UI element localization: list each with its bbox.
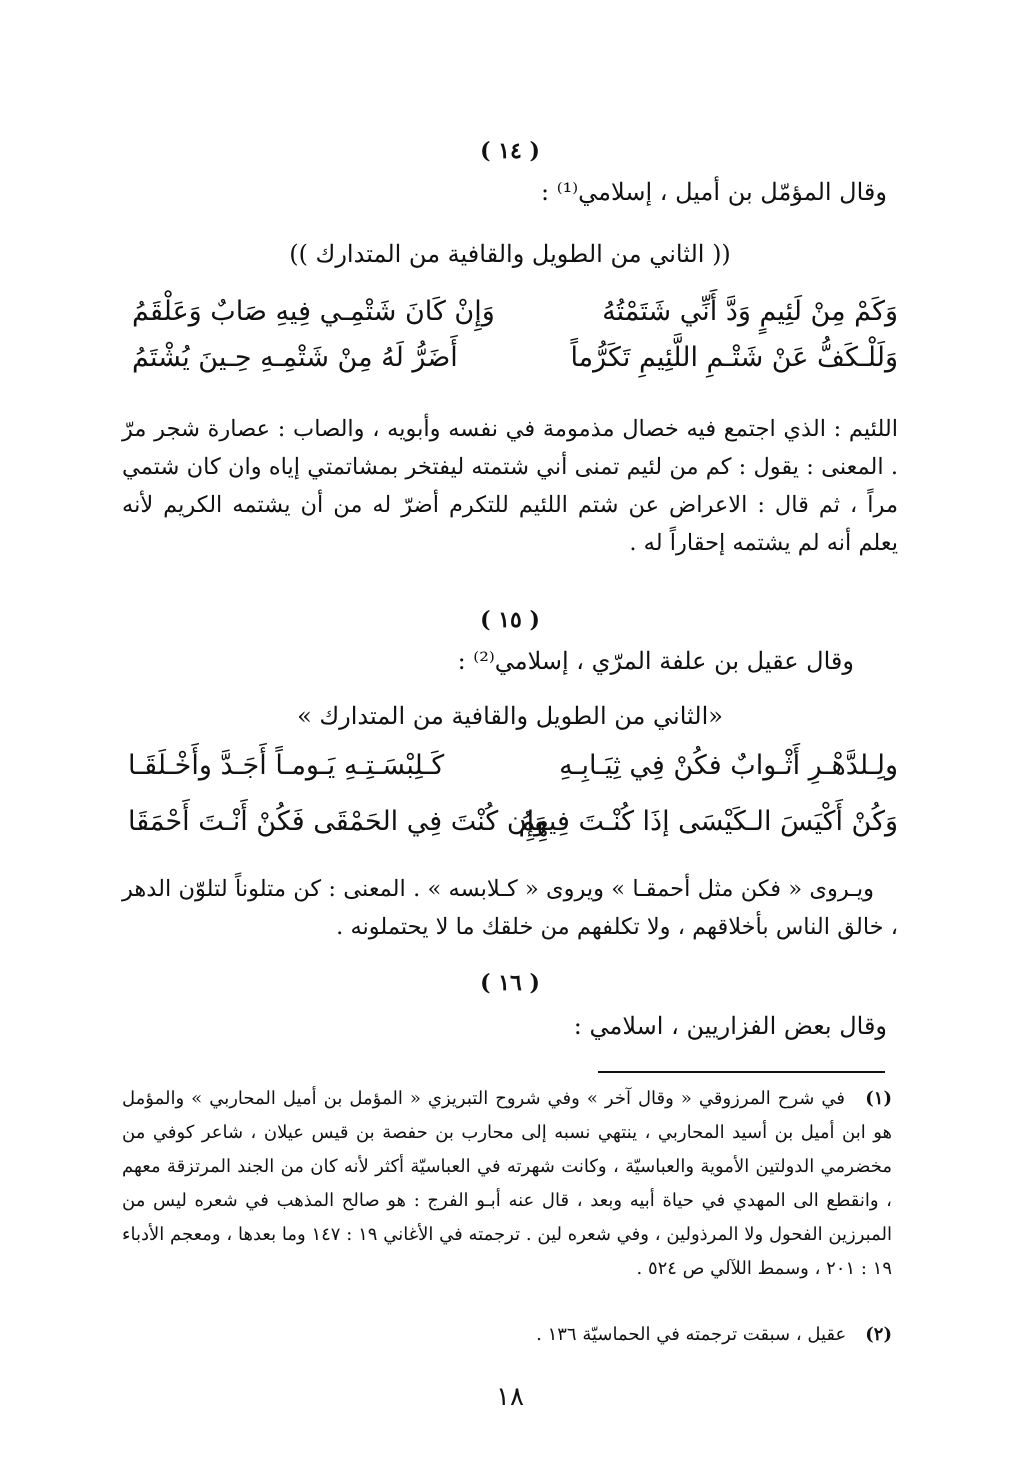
footnote-marker: (٢) — [865, 1324, 892, 1345]
poet-intro: وقال عقيل بن علفة المرّي ، إسلامي⁽²⁾ : — [457, 647, 854, 675]
footnote-text: في شرح المرزوقي « وقال آخر » وفي شروح التبريزي « المؤمل بن أميل المحاربي » والمؤمل هو ابن أميل بن أسيد المحاربي ، ينتهي نسبه إلى محارب بن حفصة بن قيس عيلان ، شاعر كوفي من مخضرمي الدولتين الأموية والعباسيّة ، وكانت شهرته في العباسيّة أكثر لأنه كان من الجند المرتزقة معهم ، وانقطع الى المهدي في حياة أبيه وبعد ، قال عنه أبـو الفرج : هو صالح المذهب في شعره ليس من المبرزين الفحول ولا المرذولين ، وفي شعره لين . ترجمته في الأغاني ١٩ : ١٤٧ وما بعدها ، ومعجم الأدباء ١٩ : ٢٠١ ، وسمط اللآلي ص ٥٢٤ . — [122, 1088, 892, 1279]
verse-hemistich-right: وَكَمْ مِنْ لَئِيمٍ وَدَّ أَنِّي شَتَمْتُهُ — [602, 296, 898, 327]
commentary-paragraph: ويـروى « فكن مثل أحمقـا » ويروى « كـلابسه » . المعنى : كن متلوناً لتلوّن الدهر ، خالق الناس بأخلاقهم ، ولا تكلفهم من خلقك ما لا يحتملونه . — [122, 876, 898, 940]
verse-hemistich-left: كَـلِبْسَـتِـهِ يَـومـاً أَجَـدَّ وأَخْـلَقَـا — [128, 750, 445, 781]
verse-hemistich-left: وَإِن كُنْتَ فِي الحَمْقَى فَكُنْ أَنْـتَ أَحْمَقَا — [128, 806, 548, 837]
footnote-separator — [598, 1071, 885, 1073]
verse-hemistich-right: وَكُنْ أَكْيَسَ الـكَيْسَى إذَا كُنْـتَ فِيهِمُ — [518, 806, 898, 837]
footnote-text: عقيل ، سبقت ترجمته في الحماسيّة ١٣٦ . — [536, 1324, 847, 1345]
commentary-paragraph: اللئيم : الذي اجتمع فيه خصال مذمومة في نفسه وأبويه ، والصاب : عصارة شجر مرّ . المعنى : يقول : كم من لئيم تمنى أني شتمته ليفتخر بمشاتمتي إياه وان كان شتمي مراً ، ثم قال : الاعراض عن شتم اللئيم للتكرم أضرّ له من أن يشتمه الكريم لأنه يعلم أنه لم يشتمه إحقاراً له . — [122, 416, 898, 556]
verse-hemistich-right: ولِـلدَّهْـرِ أَثْـوابٌ فكُنْ فِي ثِيَـابِـهِ — [559, 750, 898, 781]
section-number: ( ١٤ ) — [480, 138, 540, 164]
meter-note: «الثاني من الطويل والقافية من المتدارك » — [297, 702, 723, 730]
section-number: ( ١٦ ) — [480, 970, 540, 996]
poet-intro: وقال المؤمّل بن أميل ، إسلامي⁽¹⁾ : — [541, 178, 887, 206]
verse-hemistich-left: وَإِنْ كَانَ شَتْمِـي فِيهِ صَابٌ وَعَلْقَمُ — [132, 296, 495, 327]
section-number: ( ١٥ ) — [480, 607, 540, 633]
footnote-2 — [536, 1324, 892, 1345]
footnote-marker: (١) — [865, 1088, 892, 1109]
poet-intro: وقال بعض الفزاريين ، اسلامي : — [573, 1012, 887, 1040]
verse-hemistich-left: أَضَرُّ لَهُ مِنْ شَتْمِـهِ حِـينَ يُشْتَمُ — [132, 342, 458, 373]
meter-note: (( الثاني من الطويل والقافية من المتدارك )) — [289, 240, 731, 268]
page-number: ١٨ — [496, 1382, 524, 1412]
footnote-1 — [122, 1082, 892, 1286]
verse-hemistich-right: وَلَلْـكَفُّ عَنْ شَتْـمِ اللَّئِيمِ تَكَرُّماً — [570, 342, 898, 373]
